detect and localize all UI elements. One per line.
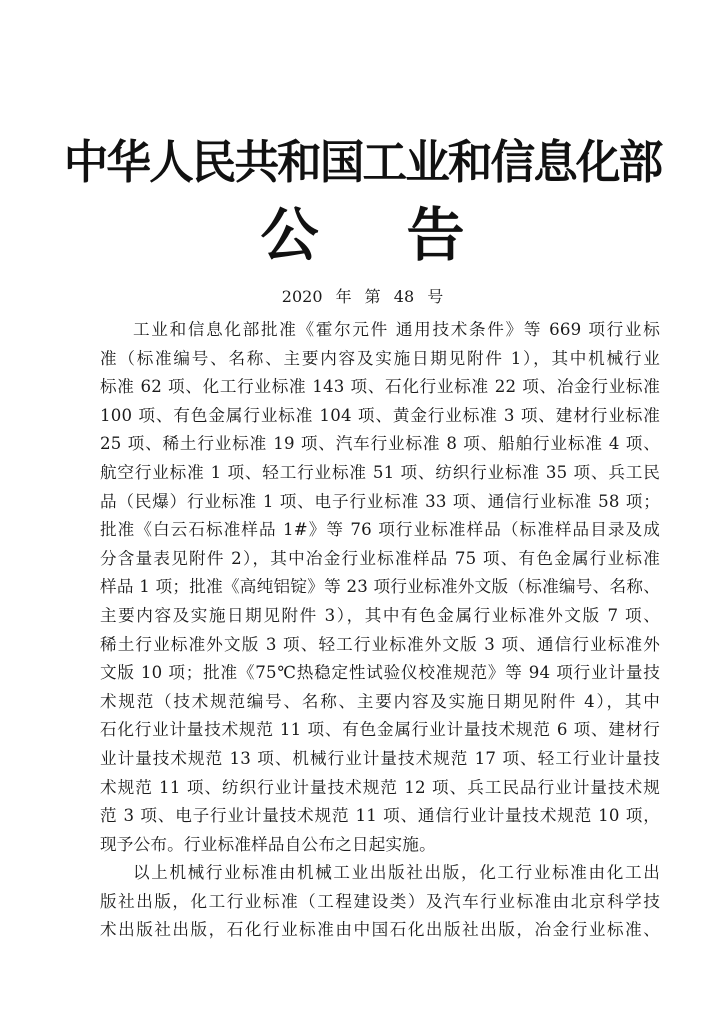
text-line: 以上机械行业标准由机械工业出版社出版，化工行业标准由化工出 (133, 863, 660, 883)
text-line: 文版 10 项；批准《75℃热稳定性试验仪校准规范》等 94 项行业计量技 (100, 663, 660, 683)
text-line: 石化行业计量技术规范 11 项、有色金属行业计量技术规范 6 项、建材行 (100, 720, 660, 740)
text-line: 准（标准编号、名称、主要内容及实施日期见附件 1），其中机械行业 (100, 348, 660, 368)
paragraph-2 (100, 859, 660, 945)
text-line: 范 3 项、电子行业计量技术规范 11 项、通信行业计量技术规范 10 项， (100, 806, 660, 826)
text-line: 术规范 11 项、纺织行业计量技术规范 12 项、兵工民品行业计量技术规 (100, 777, 660, 797)
text-line: 样品 1 项；批准《高纯铝锭》等 23 项行业标准外文版（标准编号、名称、 (100, 577, 660, 597)
text-line: 版社出版，化工行业标准（工程建设类）及汽车行业标准由北京科学技 (100, 891, 660, 911)
ministry-title: 中华人民共和国工业和信息化部 (63, 135, 662, 189)
text-line: 100 项、有色金属行业标准 104 项、黄金行业标准 3 项、建材行业标准 (100, 405, 660, 425)
text-line: 25 项、稀土行业标准 19 项、汽车行业标准 8 项、船舶行业标准 4 项、 (100, 434, 660, 454)
text-line: 稀土行业标准外文版 3 项、轻工行业标准外文版 3 项、通信行业标准外 (100, 634, 660, 654)
text-line: 术规范（技术规范编号、名称、主要内容及实施日期见附件 4），其中 (100, 691, 660, 711)
text-line: 术出版社出版，石化行业标准由中国石化出版社出版，冶金行业标准、 (100, 920, 660, 940)
issue-number: 2020 年 第 48 号 (281, 287, 444, 306)
text-line: 工业和信息化部批准《霍尔元件 通用技术条件》等 669 项行业标 (133, 320, 660, 339)
text-line: 分含量表见附件 2），其中冶金行业标准样品 75 项、有色金属行业标准 (100, 548, 660, 568)
text-line: 航空行业标准 1 项、轻工行业标准 51 项、纺织行业标准 35 项、兵工民 (100, 462, 660, 482)
announcement-body (100, 316, 660, 945)
text-line: 标准 62 项、化工行业标准 143 项、石化行业标准 22 项、冶金行业标准 (100, 377, 660, 397)
text-line: 业计量技术规范 13 项、机械行业计量技术规范 17 项、轻工行业计量技 (100, 748, 660, 768)
text-line: 批准《白云石标准样品 1#》等 76 项行业标准样品（标准样品目录及成 (100, 520, 660, 540)
notice-title: 公告 (260, 201, 553, 269)
paragraph-1 (100, 316, 660, 859)
text-line: 主要内容及实施日期见附件 3），其中有色金属行业标准外文版 7 项、 (100, 605, 660, 625)
text-line: 品（民爆）行业标准 1 项、电子行业标准 33 项、通信行业标准 58 项； (100, 491, 660, 511)
text-line: 现予公布。行业标准样品自公布之日起实施。 (100, 834, 436, 854)
